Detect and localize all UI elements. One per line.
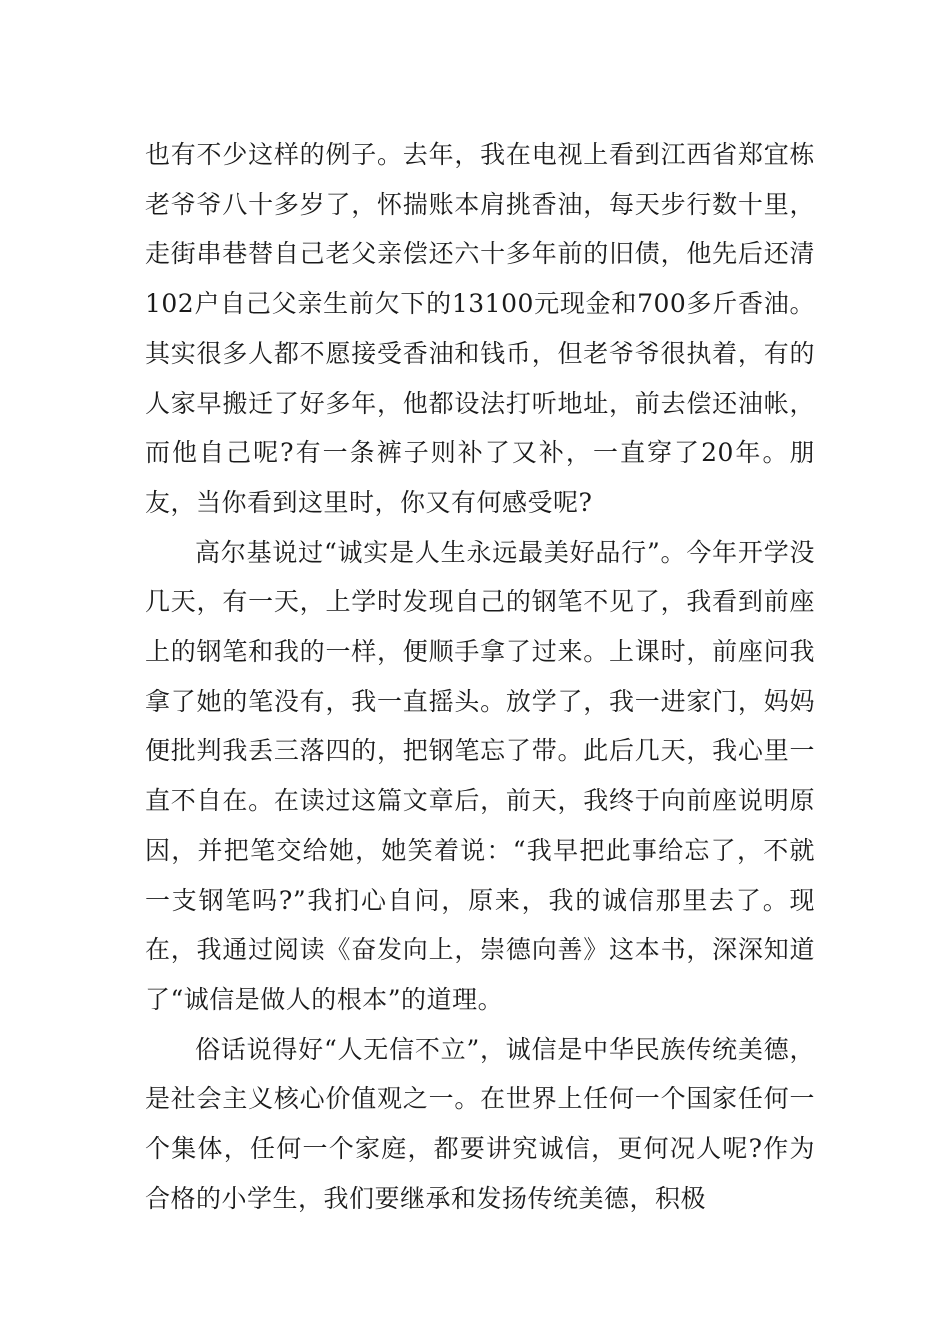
- paragraph-2: 高尔基说过“诚实是人生永远最美好品行”。今年开学没几天，有一天，上学时发现自己的钢笔不见了，我看到前座上的钢笔和我的一样，便顺手拿了过来。上课时，前座问我拿了她的笔没有，我一直摇头。放学了，我一进家门，妈妈便批判我丢三落四的，把钢笔忘了带。此后几天，我心里一直不自在。在读过这篇文章后，前天，我终于向前座说明原因，并把笔交给她，她笑着说：“我早把此事给忘了，不就一支钢笔吗?”我扪心自问，原来，我的诚信那里去了。现在，我通过阅读《奋发向上，崇德向善》这本书，深深知道了“诚信是做人的根本”的道理。: [145, 537, 815, 1014]
- body-text: [145, 130, 815, 1223]
- paragraph-3: 俗话说得好“人无信不立”，诚信是中华民族传统美德，是社会主义核心价值观之一。在世界上任何一个国家任何一个集体，任何一个家庭，都要讲究诚信，更何况人呢?作为合格的小学生，我们要继承和发扬传统美德，积极: [145, 1034, 815, 1213]
- paragraph-1: 也有不少这样的例子。去年，我在电视上看到江西省郑宜栋老爷爷八十多岁了，怀揣账本肩挑香油，每天步行数十里，走街串巷替自己老父亲偿还六十多年前的旧债，他先后还清102户自己父亲生前欠下的13100元现金和700多斤香油。其实很多人都不愿接受香油和钱币，但老爷爷很执着，有的人家早搬迁了好多年，他都设法打听地址，前去偿还油帐，而他自己呢?有一条裤子则补了又补，一直穿了20年。朋友，当你看到这里时，你又有何感受呢?: [145, 140, 815, 517]
